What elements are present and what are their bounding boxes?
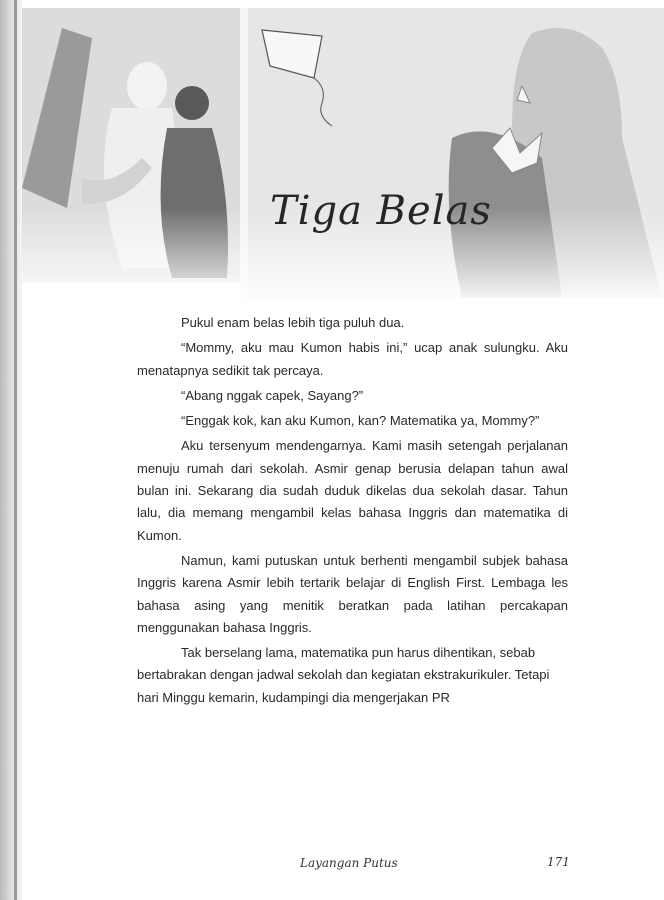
- page-number: 171: [547, 855, 570, 869]
- paragraph: “Abang nggak capek, Sayang?”: [181, 387, 364, 403]
- paragraph: Aku tersenyum mendengarnya. Kami masih setengah perjalanan menuju rumah dari sekolah. Asmir genap berusia delapan tahun awal bulan ini. Sekarang dia sudah duduk dikelas dua sekolah dasar. Tahun lalu, dia memang mengambil kelas bahasa Inggris dan matematika di Kumon.: [137, 438, 568, 543]
- chapter-title: Tiga Belas: [270, 188, 492, 234]
- header-illustration-svg: [22, 8, 664, 308]
- book-spine-shadow: [0, 0, 22, 900]
- paragraph: “Mommy, aku mau Kumon habis ini,” ucap anak sulungku. Aku menatapnya sedikit tak percaya.: [137, 340, 568, 378]
- paragraph: “Enggak kok, kan aku Kumon, kan? Matematika ya, Mommy?”: [181, 413, 540, 429]
- chapter-body: [137, 312, 568, 712]
- book-spine-edge: [14, 0, 17, 900]
- running-footer-title: Layangan Putus: [300, 856, 398, 870]
- paragraph: Tak berselang lama, matematika pun harus dihentikan, sebab bertabrakan dengan jadwal sekolah dan kegiatan ekstrakurikuler. Tetapi hari Minggu kemarin, kudampingi dia mengerjakan PR: [137, 645, 550, 705]
- paragraph: Namun, kami putuskan untuk berhenti mengambil subjek bahasa Inggris karena Asmir lebih tertarik belajar di English First. Lembaga les bahasa asing yang menitik beratkan pada latihan percakapan menggunakan bahasa Inggris.: [137, 552, 568, 635]
- chapter-header-illustration: [22, 8, 664, 308]
- paragraph: Pukul enam belas lebih tiga puluh dua.: [181, 315, 405, 330]
